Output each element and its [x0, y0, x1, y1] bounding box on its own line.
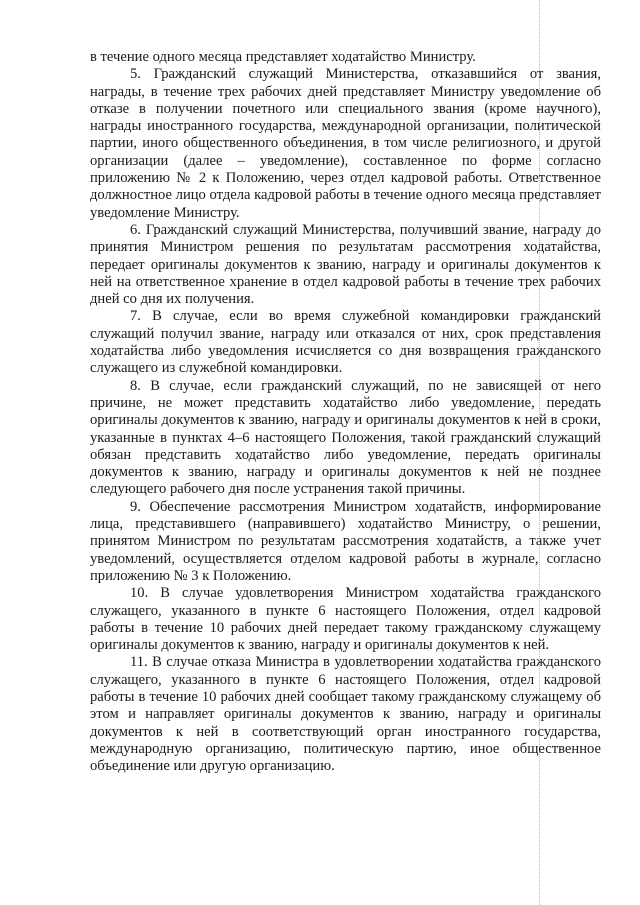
paragraph-10: 10. В случае удовлетворения Министром ходатайства гражданского служащего, указанного в пункте 6 настоящего Положения, отдел кадровой работы в течение 10 рабочих дней передает такому гражданскому служащему оригиналы документов к званию, награду и оригиналы документов к ней. [90, 585, 601, 654]
paragraph-9: 9. Обеспечение рассмотрения Министром ходатайств, информирование лица, представившего (направившего) ходатайство Министру, о решении, принятом Министром по результатам рассмотрения ходатайств, а также учет уведомлений, осуществляется отделом кадровой работы в журнале, согласно приложению № 3 к Положению. [90, 498, 601, 584]
paragraph-5: 5. Гражданский служащий Министерства, отказавшийся от звания, награды, в течение трех рабочих дней представляет Министру уведомление об отказе в получении почетного или специального звания (кроме научного), награды иностранного государства, международной организации, политической партии, иного общественного объединения, в том числе религиозного, и другой организации (далее – уведомление), составленное по форме согласно приложению № 2 к Положению, через отдел кадровой работы. Ответственное должностное лицо отдела кадровой работы в течение одного месяца представляет уведомление Министру. [90, 66, 601, 221]
paragraph-7: 7. В случае, если во время служебной командировки гражданский служащий получил звание, награду или отказался от них, срок представления ходатайства либо уведомления исчисляется со дня возвращения гражданского служащего из служебной командировки. [90, 308, 601, 377]
paragraph-6: 6. Гражданский служащий Министерства, получивший звание, награду до принятия Министром решения по результатам рассмотрения ходатайства, передает оригиналы документов к званию, награду и оригиналы документов к ней на ответственное хранение в отдел кадровой работы в течение трех рабочих дней со дня их получения. [90, 221, 601, 308]
paragraph-8: 8. В случае, если гражданский служащий, по не зависящей от него причине, не может представить ходатайство либо уведомление, передать оригиналы документов к званию, награду и оригиналы документов к ней в сроки, указанные в пунктах 4–6 настоящего Положения, такой гражданский служащий обязан представить ходатайство либо уведомление, передать оригиналы документов к званию, награду и оригиналы документов к ней не позднее следующего рабочего дня после устранения такой причины. [90, 377, 601, 498]
document-body [90, 49, 601, 775]
paragraph-continuation: в течение одного месяца представляет ходатайство Министру. [90, 49, 476, 65]
paragraph-11: 11. В случае отказа Министра в удовлетворении ходатайства гражданского служащего, указанного в пункте 6 настоящего Положения, отдел кадровой работы в течение 10 рабочих дней сообщает такому гражданскому служащему об этом и направляет оригиналы документов к званию, награду и оригиналы документов к ней в соответствующий орган иностранного государства, международную организацию, политическую партию, иное общественное объединение или другую организацию. [90, 654, 601, 775]
